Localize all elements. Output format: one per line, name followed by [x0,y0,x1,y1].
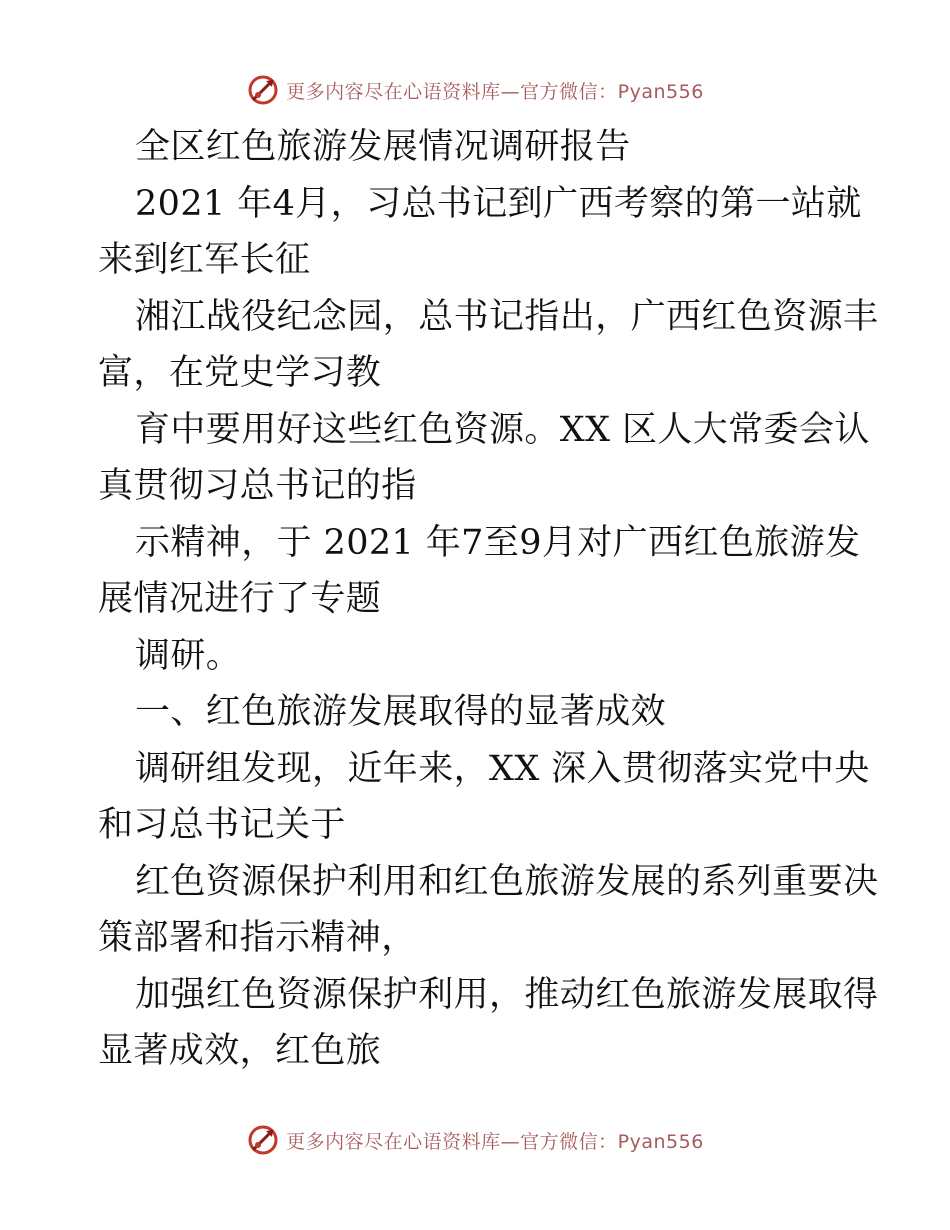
text-line: 示精神，于 2021 年7至9月对广西红色旅游发 [135,522,861,563]
text-line: 调研。 [135,635,242,676]
text-line: 育中要用好这些红色资源。XX 区人大常委会认 [135,409,870,450]
quill-seal-icon [246,1123,280,1157]
text-line: 真贯彻习总书记的指 [98,466,417,506]
watermark-text: 更多内容尽在心语资料库—官方微信：Pyan556 [286,80,704,103]
text-line: 全区红色旅游发展情况调研报告 [135,127,631,167]
text-line: 湘江战役纪念园，总书记指出，广西红色资源丰 [135,296,879,337]
text-line: 展情况进行了专题 [98,579,382,619]
quill-seal-icon [246,73,280,107]
text-line: 富，在党史学习教 [98,353,382,393]
text-line: 和习总书记关于 [98,805,346,845]
watermark-footer [0,1120,950,1160]
text-line: 来到红军长征 [98,240,311,280]
document-body [98,119,879,1080]
watermark-text: 更多内容尽在心语资料库—官方微信：Pyan556 [286,1130,704,1153]
text-line: 2021 年4月，习总书记到广西考察的第一站就 [135,183,862,224]
text-line: 红色资源保护利用和红色旅游发展的系列重要决 [135,861,879,902]
text-line: 显著成效，红色旅 [98,1031,382,1071]
text-line: 调研组发现，近年来，XX 深入贯彻落实党中央 [135,748,870,789]
text-line: 加强红色资源保护利用，推动红色旅游发展取得 [135,974,879,1015]
text-line: 策部署和指示精神， [98,918,417,958]
watermark-header [0,70,950,110]
text-line: 一、红色旅游发展取得的显著成效 [135,692,667,732]
